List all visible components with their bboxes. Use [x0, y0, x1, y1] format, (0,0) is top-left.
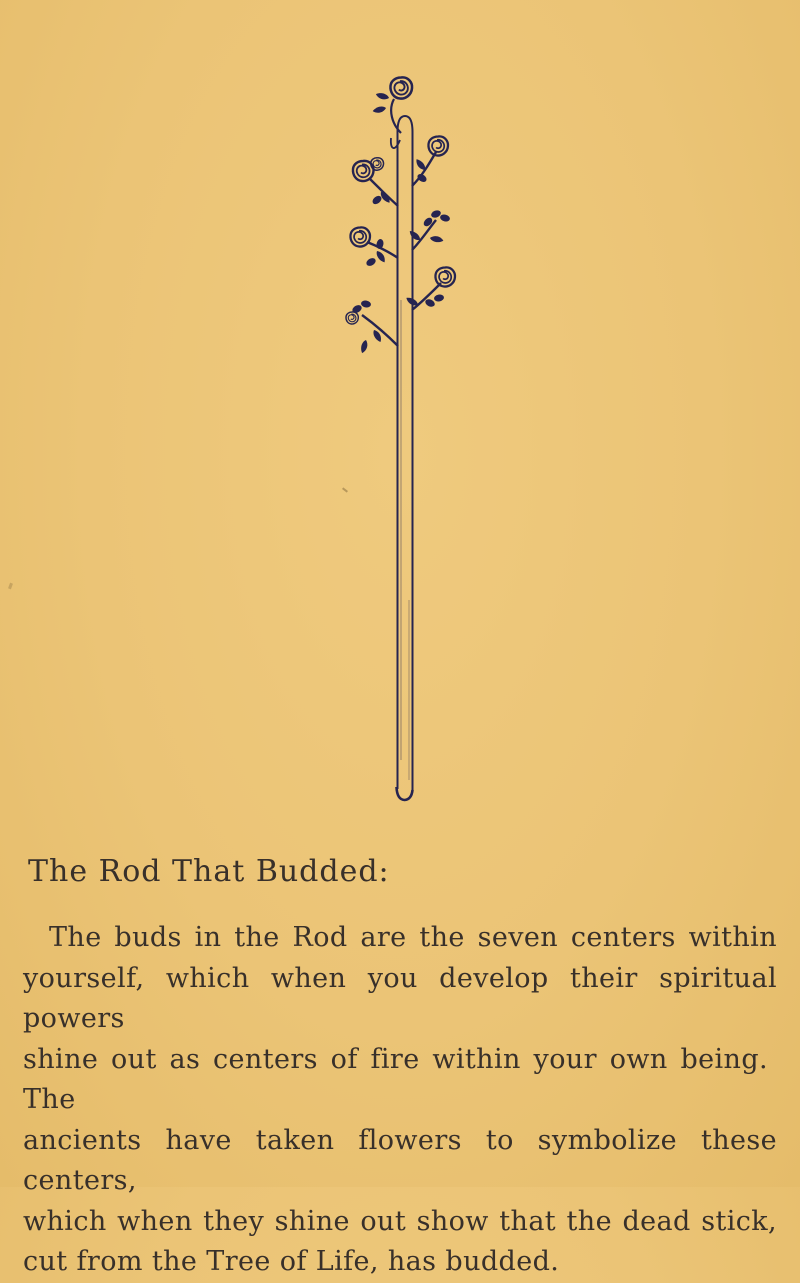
rod	[397, 116, 413, 800]
right-branch-2	[408, 209, 451, 250]
page-title: The Rod That Budded:	[28, 854, 390, 889]
paragraph-line: cut from the Tree of Life, has budded.	[23, 1246, 560, 1277]
right-branch-1	[412, 136, 448, 186]
left-branch-3	[346, 300, 398, 354]
paragraph-line: The buds in the Rod are the seven centers within	[49, 922, 777, 953]
top-rose-branch	[372, 77, 412, 148]
paragraph-line: which when they shine out show that the dead stick,	[23, 1205, 777, 1237]
paragraph-line: ancients have taken flowers to symbolize these centers,	[23, 1124, 777, 1196]
paragraph-line: yourself, which when you develop their spiritual powers	[23, 962, 777, 1034]
paragraph-line: shine out as centers of fire within your own being. The	[23, 1043, 777, 1115]
left-branch-1	[353, 158, 398, 206]
body-paragraph	[23, 918, 777, 1283]
left-branch-2	[350, 227, 398, 267]
